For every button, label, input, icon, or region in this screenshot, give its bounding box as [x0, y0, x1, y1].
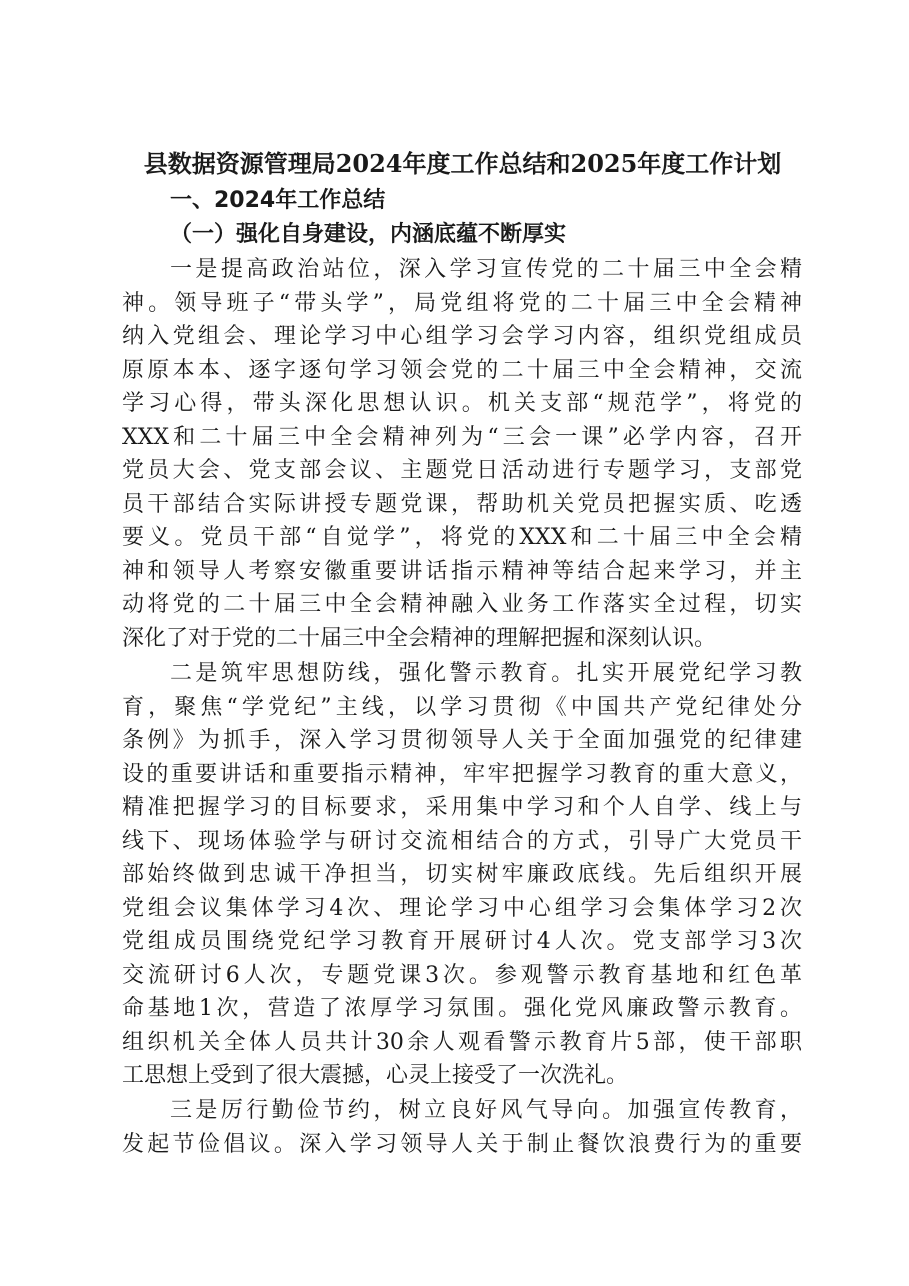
paragraph-line: 工思想上受到了很大震撼，心灵上接受了一次洗礼。	[122, 1063, 629, 1088]
paragraph-line: 部始终做到忠诚干净担当，切实树牢廉政底线。先后组织开展	[122, 862, 802, 887]
paragraph-line: 设的重要讲话和重要指示精神，牢牢把握学习教育的重大意义，	[122, 761, 802, 787]
paragraph-line: 学习心得，带头深化思想认识。机关支部“规范学”，将党的	[122, 391, 802, 416]
paragraph-line: 线下、现场体验学与研讨交流相结合的方式，引导广大党员干	[122, 828, 802, 854]
paragraph-line: 精准把握学习的目标要求，采用集中学习和个人自学、线上与	[122, 795, 802, 820]
paragraph-line: 育，聚焦“学党纪”主线，以学习贯彻《中国共产党纪律处分	[122, 694, 802, 720]
paragraph-line: 条例》为抓手，深入学习贯彻领导人关于全面加强党的纪律建	[122, 728, 802, 753]
paragraph-line: 纳入党组会、理论学习中心组学习会学习内容，组织党组成员	[122, 324, 802, 349]
paragraph-line: 二是筑牢思想防线，强化警示教育。扎实开展党纪学习教	[170, 661, 802, 686]
paragraph-line: 深化了对于党的二十届三中全会精神的理解把握和深刻认识。	[122, 625, 717, 651]
paragraph-line: 原原本本、逐字逐句学习领会党的二十届三中全会精神，交流	[122, 357, 802, 383]
paragraph-line: 神。领导班子“带头学”，局党组将党的二十届三中全会精神	[122, 290, 802, 316]
paragraph-line: 组织机关全体人员共计30余人观看警示教育片5部，使干部职	[122, 1029, 802, 1055]
paragraph-line: 动将党的二十届三中全会精神融入业务工作落实全过程，切实	[122, 592, 802, 617]
paragraph-line: 三是厉行勤俭节约，树立良好风气导向。加强宣传教育，	[170, 1098, 802, 1123]
paragraph-line: 要义。党员干部“自觉学”，将党的XXX和二十届三中全会精	[122, 525, 802, 550]
paragraph-line: 党组会议集体学习4次、理论学习中心组学习会集体学习2次	[122, 895, 802, 921]
subsection-heading-1: （一）强化自身建设，内涵底蕴不断厚实	[170, 221, 567, 247]
paragraph-line: 神和领导人考察安徽重要讲话指示精神等结合起来学习，并主	[122, 558, 802, 584]
paragraph-warning-education	[122, 657, 802, 1093]
paragraph-line: XXX和二十届三中全会精神列为“三会一课”必学内容，召开	[122, 424, 802, 450]
paragraph-line: 党员大会、党支部会议、主题党日活动进行专题学习，支部党	[122, 458, 802, 483]
paragraph-line: 一是提高政治站位，深入学习宣传党的二十届三中全会精	[170, 257, 802, 282]
paragraph-political-study	[122, 253, 802, 655]
paragraph-line: 交流研讨6人次，专题党课3次。参观警示教育基地和红色革	[122, 962, 802, 988]
section-heading-1: 一、2024年工作总结	[170, 188, 386, 213]
paragraph-line: 发起节俭倡议。深入学习领导人关于制止餐饮浪费行为的重要	[122, 1131, 802, 1157]
paragraph-line: 党组成员围绕党纪学习教育开展研讨4人次。党支部学习3次	[122, 929, 802, 954]
paragraph-frugality	[122, 1094, 802, 1161]
paragraph-line: 命基地1次，营造了浓厚学习氛围。强化党风廉政警示教育。	[122, 996, 802, 1021]
document-title: 县数据资源管理局2024年度工作总结和2025年度工作计划	[143, 149, 782, 178]
paragraph-line: 员干部结合实际讲授专题党课，帮助机关党员把握实质、吃透	[122, 491, 802, 517]
